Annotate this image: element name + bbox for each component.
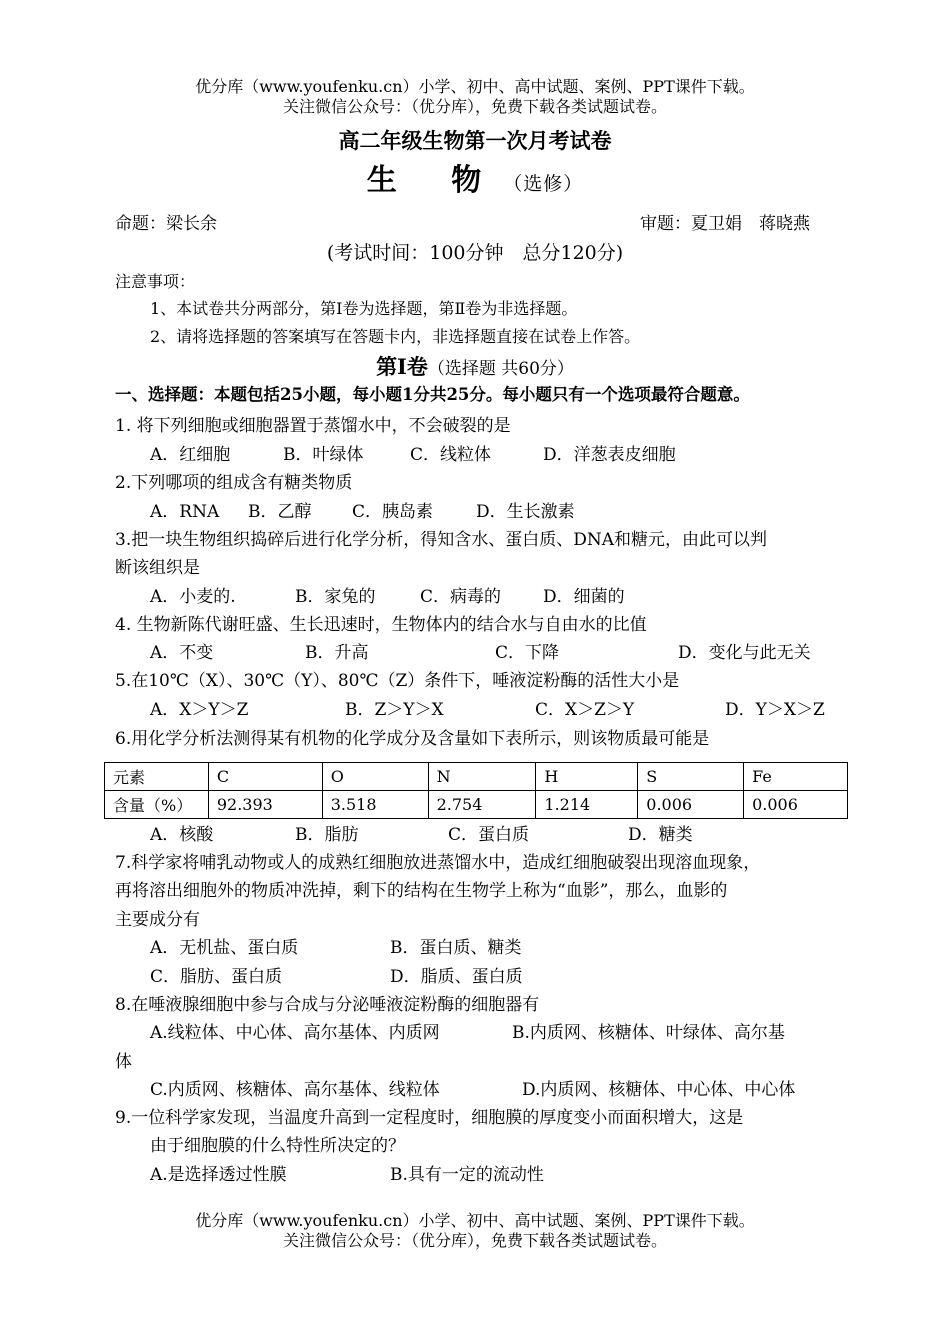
q8-option-b: B.内质网、核糖体、叶绿体、高尔基	[512, 1023, 785, 1043]
q3-option-d: D．细菌的	[543, 587, 625, 607]
table-cell: C	[208, 763, 322, 791]
q2-option-a: A．RNA	[150, 502, 220, 522]
table-cell: 含量（%）	[105, 791, 209, 819]
q8-option-d: D.内质网、核糖体、中心体、中心体	[522, 1080, 796, 1100]
q3-stem-line-1: 3.把一块生物组织捣碎后进行化学分析，得知含水、蛋白质、DNA和糖元，由此可以判	[115, 530, 767, 550]
table-cell: 元素	[105, 763, 209, 791]
q7-option-b: B．蛋白质、糖类	[390, 938, 522, 958]
q4-option-c: C．下降	[495, 643, 560, 663]
q4-option-b: B．升高	[305, 643, 369, 663]
subject-name: 生 物	[366, 163, 504, 198]
q5-option-a: A．X＞Y＞Z	[150, 700, 249, 720]
q6-stem: 6.用化学分析法测得某有机物的化学成分及含量如下表所示，则该物质最可能是	[115, 729, 710, 749]
table-header-row	[105, 763, 848, 791]
q6-option-c: C．蛋白质	[448, 825, 530, 845]
table-cell: 0.006	[744, 791, 848, 819]
subject-note: （选修）	[503, 173, 584, 195]
q1-stem: 1. 将下列细胞或细胞器置于蒸馏水中，不会破裂的是	[115, 416, 511, 436]
q9-option-a: A.是选择透过性膜	[150, 1165, 287, 1185]
q3-option-c: C．病毒的	[420, 587, 502, 607]
author: 命题：梁长余	[115, 214, 217, 234]
table-cell: 92.393	[208, 791, 322, 819]
q2-option-d: D．生长激素	[476, 502, 575, 522]
q7-stem-line-1: 7.科学家将哺乳动物或人的成熟红细胞放进蒸馏水中，造成红细胞破裂出现溶血现象，	[115, 853, 761, 873]
q8-option-a: A.线粒体、中心体、高尔基体、内质网	[150, 1023, 440, 1043]
q1-option-c: C．线粒体	[410, 445, 492, 465]
q9-stem-line-2: 由于细胞膜的什么特性所决定的？	[150, 1136, 405, 1156]
table-row	[105, 791, 848, 819]
q1-option-a: A．红细胞	[150, 445, 231, 465]
q5-option-b: B．Z＞Y＞X	[345, 700, 444, 720]
footer-line-1: 优分库（www.youfenku.cn）小学、初中、高中试题、案例、PPT课件下载。	[195, 1211, 755, 1230]
footer-line-2: 关注微信公众号：（优分库），免费下载各类试题试卷。	[282, 1231, 667, 1250]
part1-label: 第Ⅰ卷	[376, 354, 428, 379]
q6-option-b: B．脂肪	[295, 825, 359, 845]
q7-option-a: A．无机盐、蛋白质	[150, 938, 299, 958]
q2-option-b: B．乙醇	[248, 502, 312, 522]
table-cell: H	[536, 763, 638, 791]
section-heading: 一、选择题：本题包括25小题，每小题1分共25分。每小题只有一个选项最符合题意。	[115, 385, 750, 404]
q1-option-d: D．洋葱表皮细胞	[543, 445, 676, 465]
header-line-2: 关注微信公众号：（优分库），免费下载各类试题试卷。	[282, 97, 667, 116]
q7-option-d: D．脂质、蛋白质	[390, 967, 523, 987]
time-info: (考试时间：100分钟 总分120分)	[326, 242, 624, 264]
q6-option-d: D．糖类	[628, 825, 693, 845]
q3-option-a: A．小麦的.	[150, 587, 236, 607]
q8-stem: 8.在唾液腺细胞中参与合成与分泌唾液淀粉酶的细胞器有	[115, 995, 540, 1015]
notice-item-2: 2、请将选择题的答案填写在答题卡内，非选择题直接在试卷上作答。	[150, 327, 641, 346]
q5-option-c: C．X＞Z＞Y	[535, 700, 635, 720]
notice-heading: 注意事项：	[115, 272, 196, 291]
q6-option-a: A．核酸	[150, 825, 214, 845]
table-cell: Fe	[744, 763, 848, 791]
q7-stem-line-3: 主要成分有	[115, 910, 200, 930]
q4-option-a: A．不变	[150, 643, 214, 663]
q4-option-d: D．变化与此无关	[678, 643, 811, 663]
table-cell: S	[638, 763, 744, 791]
part1-subtitle: （选择题 共60分）	[427, 359, 574, 379]
table-cell: O	[322, 763, 428, 791]
q7-stem-line-2: 再将溶出细胞外的物质冲洗掉，剩下的结构在生物学上称为“血影”，那么，血影的	[115, 881, 728, 901]
reviewers: 审题：夏卫娟 蒋晓燕	[640, 214, 810, 234]
q9-option-b: B.具有一定的流动性	[390, 1165, 544, 1185]
table-cell: 1.214	[536, 791, 638, 819]
exam-title: 高二年级生物第一次月考试卷	[338, 128, 612, 153]
q2-stem: 2.下列哪项的组成含有糖类物质	[115, 473, 353, 493]
notice-item-1: 1、本试卷共分两部分，第Ⅰ卷为选择题，第Ⅱ卷为非选择题。	[150, 299, 578, 318]
part1-title	[0, 354, 950, 380]
q3-option-b: B．家兔的	[295, 587, 376, 607]
q8-option-b-wrap: 体	[115, 1052, 132, 1072]
q7-option-c: C．脂肪、蛋白质	[150, 967, 283, 987]
subject-title	[0, 163, 950, 199]
q1-option-b: B．叶绿体	[283, 445, 364, 465]
q5-stem: 5.在10℃（X）、30℃（Y）、80℃（Z）条件下，唾液淀粉酶的活性大小是	[115, 671, 680, 691]
q5-option-d: D．Y＞X＞Z	[725, 700, 825, 720]
q4-stem: 4. 生物新陈代谢旺盛、生长迅速时，生物体内的结合水与自由水的比值	[115, 615, 647, 635]
header-line-1: 优分库（www.youfenku.cn）小学、初中、高中试题、案例、PPT课件下载。	[195, 77, 755, 96]
element-content-table	[104, 762, 848, 819]
table-cell: 2.754	[428, 791, 536, 819]
table-cell: 0.006	[638, 791, 744, 819]
table-cell: N	[428, 763, 536, 791]
q3-stem-line-2: 断该组织是	[115, 558, 200, 578]
table-cell: 3.518	[322, 791, 428, 819]
q8-option-c: C.内质网、核糖体、高尔基体、线粒体	[150, 1080, 440, 1100]
q9-stem-line-1: 9.一位科学家发现，当温度升高到一定程度时，细胞膜的厚度变小而面积增大，这是	[115, 1108, 744, 1128]
q2-option-c: C．胰岛素	[352, 502, 434, 522]
